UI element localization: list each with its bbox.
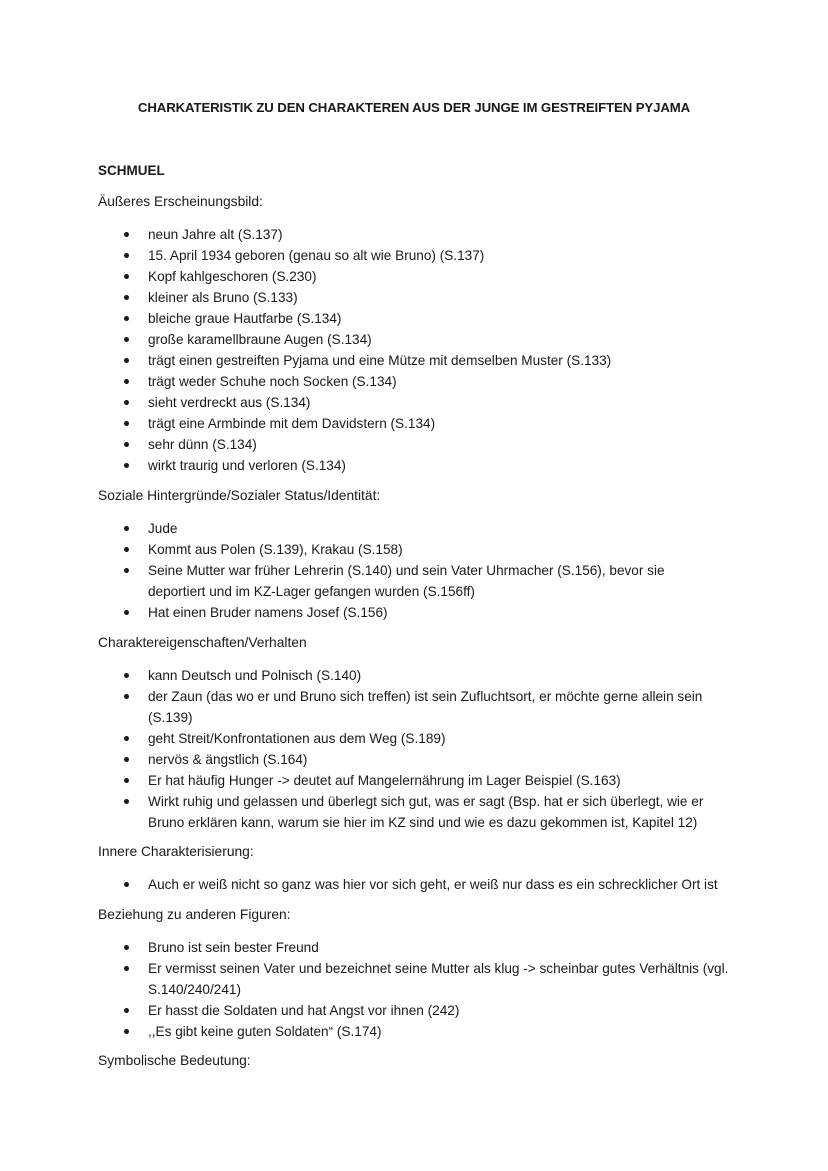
bullet-icon xyxy=(124,232,129,237)
list-item: sieht verdreckt aus (S.134) xyxy=(0,392,828,413)
bullet-icon xyxy=(124,1029,129,1034)
section-heading-social-background: Soziale Hintergründe/Sozialer Status/Identität: xyxy=(98,488,381,503)
list-item: Hat einen Bruder namens Josef (S.156) xyxy=(0,602,828,623)
section-heading-relationships: Beziehung zu anderen Figuren: xyxy=(98,907,291,922)
bullet-icon xyxy=(124,778,129,783)
list-item: trägt eine Armbinde mit dem Davidstern (S.134) xyxy=(0,413,828,434)
list-item: trägt weder Schuhe noch Socken (S.134) xyxy=(0,371,828,392)
bullet-icon xyxy=(124,568,129,573)
list-item: kann Deutsch und Polnisch (S.140) xyxy=(0,665,828,686)
appearance-list xyxy=(0,224,828,476)
bullet-icon xyxy=(124,945,129,950)
list-item: Er hat häufig Hunger -> deutet auf Mangelernährung im Lager Beispiel (S.163) xyxy=(0,770,828,791)
section-heading-appearance: Äußeres Erscheinungsbild: xyxy=(98,194,263,209)
list-item: Er vermisst seinen Vater und bezeichnet seine Mutter als klug -> scheinbar gutes Verhältnis (vgl. S.140/240/241) xyxy=(0,958,828,1000)
bullet-icon xyxy=(124,295,129,300)
list-item: Wirkt ruhig und gelassen und überlegt sich gut, was er sagt (Bsp. hat er sich überlegt, wie er Bruno erklären kann, warum sie hier im KZ sind und wie es dazu gekommen ist, Kapitel 12) xyxy=(0,791,828,833)
list-item: kleiner als Bruno (S.133) xyxy=(0,287,828,308)
list-item: Kommt aus Polen (S.139), Krakau (S.158) xyxy=(0,539,828,560)
section-heading-symbolic-meaning: Symbolische Bedeutung: xyxy=(98,1053,251,1068)
bullet-icon xyxy=(124,757,129,762)
list-item: der Zaun (das wo er und Bruno sich treffen) ist sein Zufluchtsort, er möchte gerne allein sein (S.139) xyxy=(0,686,828,728)
list-item: trägt einen gestreiften Pyjama und eine Mütze mit demselben Muster (S.133) xyxy=(0,350,828,371)
list-item: bleiche graue Hautfarbe (S.134) xyxy=(0,308,828,329)
bullet-icon xyxy=(124,610,129,615)
list-item: Auch er weiß nicht so ganz was hier vor sich geht, er weiß nur dass es ein schrecklicher Ort ist xyxy=(0,874,828,895)
bullet-icon xyxy=(124,274,129,279)
section-heading-inner-characterization: Innere Charakterisierung: xyxy=(98,844,254,859)
bullet-icon xyxy=(124,358,129,363)
list-item: Jude xyxy=(0,518,828,539)
bullet-icon xyxy=(124,526,129,531)
section-heading-traits: Charaktereigenschaften/Verhalten xyxy=(98,635,307,650)
bullet-icon xyxy=(124,547,129,552)
list-item: ,,Es gibt keine guten Soldaten“ (S.174) xyxy=(0,1021,828,1042)
list-item: neun Jahre alt (S.137) xyxy=(0,224,828,245)
bullet-icon xyxy=(124,694,129,699)
list-item: Bruno ist sein bester Freund xyxy=(0,937,828,958)
list-item: geht Streit/Konfrontationen aus dem Weg (S.189) xyxy=(0,728,828,749)
relationships-list xyxy=(0,937,828,1042)
social-background-list xyxy=(0,518,828,623)
list-item: Seine Mutter war früher Lehrerin (S.140) und sein Vater Uhrmacher (S.156), bevor sie deportiert und im KZ-Lager gefangen wurden (S.156ff) xyxy=(0,560,828,602)
bullet-icon xyxy=(124,442,129,447)
list-item: Kopf kahlgeschoren (S.230) xyxy=(0,266,828,287)
bullet-icon xyxy=(124,463,129,468)
bullet-icon xyxy=(124,1008,129,1013)
bullet-icon xyxy=(124,736,129,741)
list-item: nervös & ängstlich (S.164) xyxy=(0,749,828,770)
bullet-icon xyxy=(124,799,129,804)
list-item: Er hasst die Soldaten und hat Angst vor ihnen (242) xyxy=(0,1000,828,1021)
bullet-icon xyxy=(124,379,129,384)
bullet-icon xyxy=(124,966,129,971)
character-name-heading: SCHMUEL xyxy=(98,163,165,178)
bullet-icon xyxy=(124,316,129,321)
traits-list xyxy=(0,665,828,833)
bullet-icon xyxy=(124,400,129,405)
list-item: wirkt traurig und verloren (S.134) xyxy=(0,455,828,476)
inner-characterization-list xyxy=(0,874,828,895)
document-title: CHARKATERISTIK ZU DEN CHARAKTEREN AUS DER JUNGE IM GESTREIFTEN PYJAMA xyxy=(137,100,691,115)
bullet-icon xyxy=(124,673,129,678)
list-item: sehr dünn (S.134) xyxy=(0,434,828,455)
bullet-icon xyxy=(124,337,129,342)
bullet-icon xyxy=(124,421,129,426)
list-item: große karamellbraune Augen (S.134) xyxy=(0,329,828,350)
bullet-icon xyxy=(124,253,129,258)
bullet-icon xyxy=(124,882,129,887)
list-item: 15. April 1934 geboren (genau so alt wie Bruno) (S.137) xyxy=(0,245,828,266)
